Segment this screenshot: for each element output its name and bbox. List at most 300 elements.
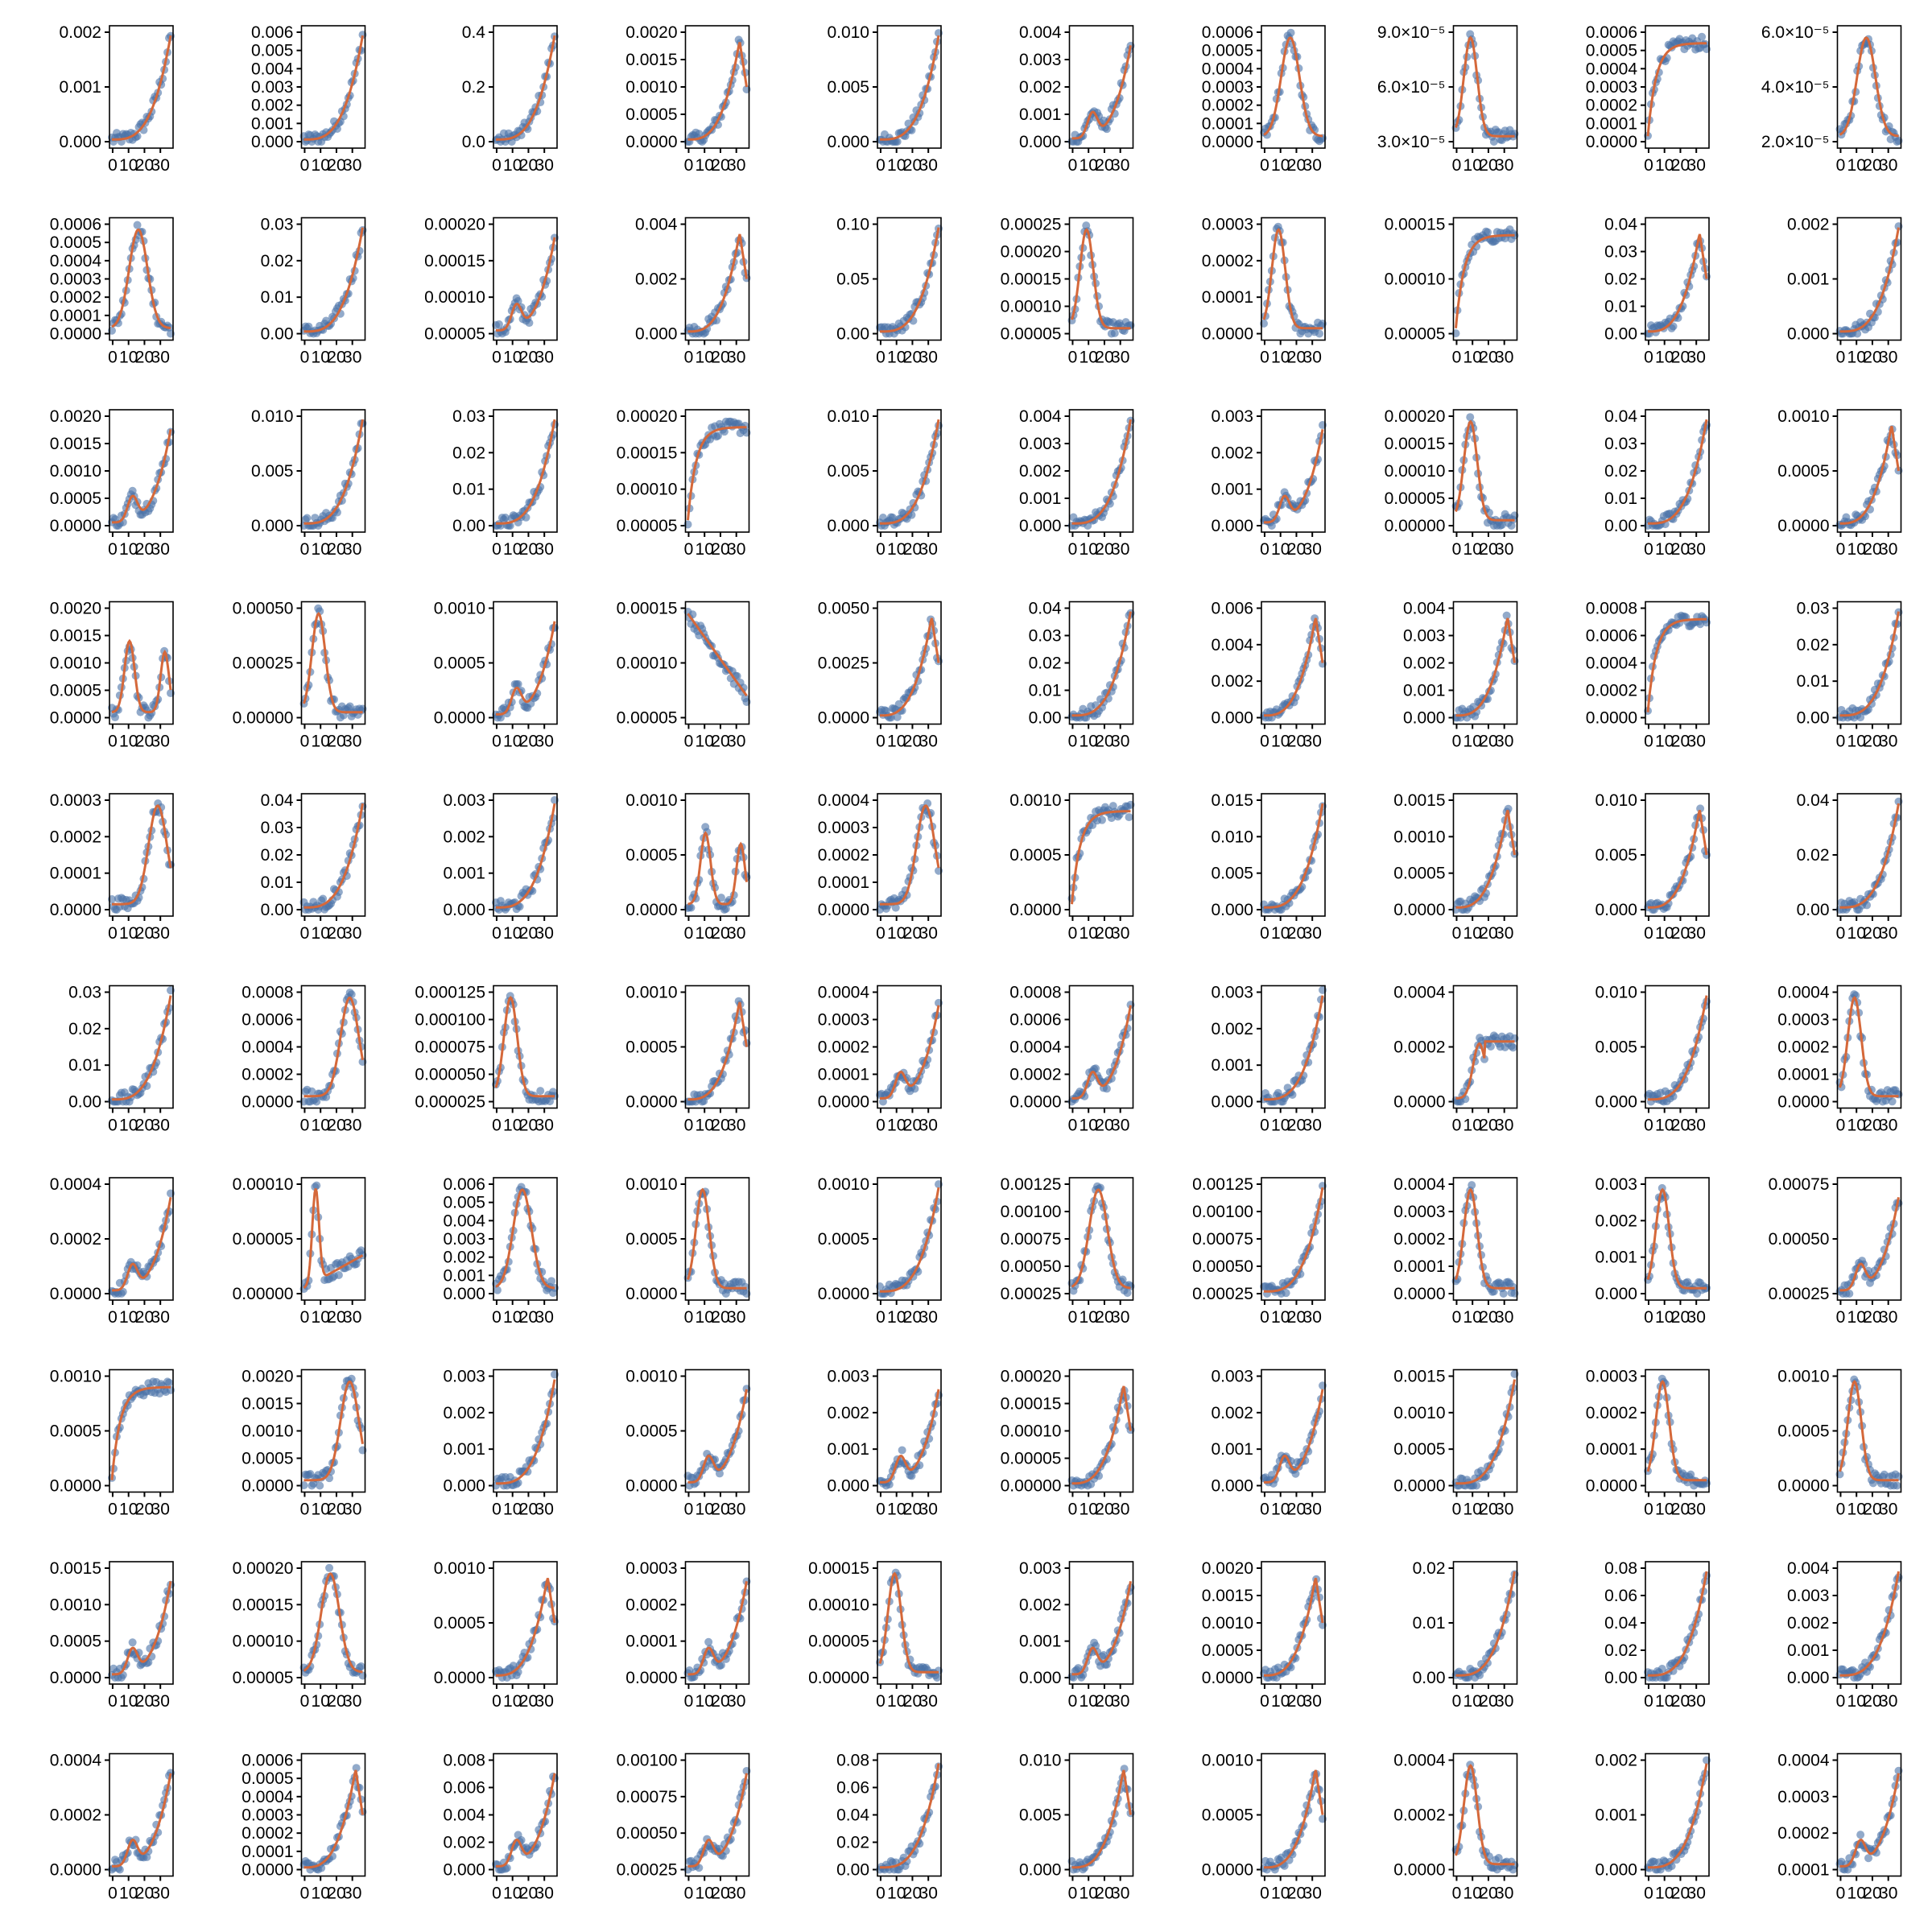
y-tick-label: 0.0004 [49,251,101,270]
x-tick-label: 30 [1111,732,1130,751]
y-tick-label: 0.000 [1211,708,1253,728]
y-tick-label: 0.00025 [232,654,294,673]
x-tick-label: 0 [1835,540,1846,559]
y-tick-label: 0.0005 [1009,846,1062,865]
y-tick-label: 0.002 [1402,654,1446,673]
x-tick-label: 30 [1302,540,1322,559]
x-tick-label: 10 [1655,540,1674,559]
subplot-79 [1586,1368,1711,1519]
x-tick-label: 10 [119,1692,138,1711]
x-tick-label: 0 [1260,1692,1269,1711]
x-tick-label: 10 [503,1308,522,1327]
x-tick-label: 30 [1686,1500,1706,1519]
subplot-42 [261,791,367,943]
x-tick-label: 30 [1495,1308,1514,1327]
x-tick-label: 10 [119,1116,138,1135]
y-tick-label: 0.0010 [1201,1614,1253,1633]
y-tick-label: 0.001 [1018,489,1062,508]
x-tick-label: 0 [1451,1500,1462,1519]
y-tick-label: 0.003 [443,1230,485,1249]
y-tick-label: 0.00005 [808,1632,869,1651]
y-tick-label: 0.0000 [1201,133,1253,151]
x-tick-label: 30 [1879,1116,1898,1135]
subplot-44 [625,791,750,943]
y-tick-label: 0.0002 [1585,1403,1637,1422]
y-tick-label: 0.0000 [49,1285,101,1303]
x-tick-label: 0 [1260,540,1269,559]
x-tick-label: 0 [1644,156,1653,175]
subplot-34 [617,600,751,751]
y-tick-label: 0.0 [461,133,485,151]
x-tick-label: 0 [1451,732,1462,751]
fit-curve [1072,45,1131,138]
subplot-31 [50,600,175,751]
y-tick-label: 0.003 [1018,435,1062,453]
x-tick-label: 30 [151,1116,170,1135]
x-tick-label: 20 [1670,1116,1690,1135]
x-tick-label: 20 [1670,156,1690,175]
x-tick-label: 10 [1079,1692,1098,1711]
y-tick-label: 0.0002 [817,1038,869,1057]
y-tick-label: 0.0008 [1585,599,1637,618]
x-tick-label: 10 [1655,1116,1674,1135]
subplot-2 [251,23,367,175]
subplot-81 [50,1559,175,1711]
x-tick-label: 0 [1451,540,1462,559]
y-tick-label: 0.0002 [1393,1038,1446,1057]
y-tick-label: 0.0001 [817,873,869,892]
x-tick-label: 30 [727,1116,746,1135]
x-tick-label: 20 [1095,540,1114,559]
y-tick-label: 0.001 [1211,1056,1253,1075]
y-tick-label: 0.00 [1796,708,1830,728]
y-tick-label: 0.0001 [817,1065,869,1084]
y-tick-label: 0.000 [1595,1285,1637,1303]
y-tick-label: 0.0000 [433,1669,485,1687]
subplot-72 [242,1368,366,1519]
y-tick-label: 0.00125 [1192,1175,1253,1194]
y-tick-label: 0.00075 [1000,1230,1062,1249]
y-tick-label: 0.002 [443,1248,485,1267]
x-tick-label: 20 [327,156,346,175]
x-tick-label: 10 [1847,732,1866,751]
y-tick-label: 0.0002 [625,1596,678,1615]
y-tick-label: 0.02 [68,1019,101,1038]
x-tick-label: 30 [1686,156,1706,175]
subplot-7 [1202,23,1327,175]
y-tick-label: 0.04 [1604,215,1637,234]
subplot-63 [443,1175,559,1327]
subplot-35 [818,600,943,751]
y-tick-label: 0.0010 [625,78,678,97]
x-tick-label: 10 [887,1116,906,1135]
y-tick-label: 0.00015 [1000,1394,1062,1414]
x-tick-label: 0 [1260,1116,1269,1135]
x-tick-label: 30 [151,1692,170,1711]
x-tick-label: 30 [1495,348,1514,367]
y-tick-label: 0.0002 [1585,681,1637,700]
y-tick-label: 0.0000 [1393,1092,1446,1112]
y-tick-label: 0.002 [59,23,101,42]
y-tick-label: 0.010 [827,407,869,426]
fit-curve [1648,619,1707,712]
subplot-62 [233,1175,367,1327]
x-tick-label: 0 [683,1500,694,1519]
y-tick-label: 0.0000 [1777,517,1830,535]
y-tick-label: 0.0003 [817,819,869,837]
x-tick-label: 20 [1670,1308,1690,1327]
subplot-51 [68,984,175,1135]
y-tick-label: 0.0004 [1009,1038,1062,1057]
x-tick-label: 0 [299,732,310,751]
x-tick-label: 0 [299,924,310,943]
x-tick-label: 30 [151,540,170,559]
y-tick-label: 0.0006 [242,1010,294,1030]
y-tick-label: 0.02 [260,846,294,865]
y-tick-label: 0.00010 [616,480,678,499]
y-tick-label: 0.0010 [1777,407,1830,426]
x-tick-label: 0 [108,348,118,367]
y-tick-label: 0.02 [1796,635,1830,654]
subplot-4 [625,23,750,175]
x-tick-label: 0 [683,348,694,367]
x-tick-label: 10 [1079,348,1098,367]
y-tick-label: 0.0005 [1777,1422,1830,1441]
x-tick-label: 0 [299,156,310,175]
x-tick-label: 10 [311,1692,330,1711]
x-tick-label: 20 [902,1500,923,1519]
y-tick-label: 0.000 [1018,517,1062,535]
x-tick-label: 0 [683,1692,694,1711]
y-tick-label: 0.00005 [232,1230,294,1249]
x-tick-label: 10 [503,732,522,751]
x-tick-label: 20 [134,540,155,559]
x-tick-label: 10 [887,1308,906,1327]
y-tick-label: 0.00010 [808,1596,869,1615]
x-tick-label: 10 [1463,540,1482,559]
data-point [536,1087,544,1095]
y-tick-label: 0.01 [1028,681,1062,700]
x-tick-label: 30 [1686,924,1706,943]
x-tick-label: 20 [1479,1116,1498,1135]
y-tick-label: 0.000 [1018,1669,1062,1687]
x-tick-label: 30 [1111,1692,1130,1711]
y-tick-label: 0.00 [1028,708,1062,728]
y-tick-label: 0.002 [1595,1212,1637,1231]
x-tick-label: 30 [151,348,170,367]
y-tick-label: 0.0005 [433,654,485,673]
y-tick-label: 0.0015 [625,51,678,69]
x-tick-label: 30 [1111,1308,1130,1327]
x-tick-label: 0 [683,1308,694,1327]
y-tick-label: 0.00005 [232,1669,294,1687]
y-tick-label: 0.00010 [424,288,485,308]
y-tick-label: 6.0×10⁻⁵ [1377,78,1446,97]
y-tick-label: 0.0003 [1585,1367,1637,1386]
y-tick-label: 0.0000 [242,1092,294,1112]
x-tick-label: 10 [503,1500,522,1519]
y-tick-label: 0.0000 [817,1092,869,1112]
y-tick-label: 0.0004 [1393,983,1446,1002]
x-tick-label: 20 [902,732,923,751]
y-tick-label: 0.0000 [817,708,869,728]
x-tick-label: 20 [1095,732,1114,751]
subplot-26 [1019,407,1135,559]
x-tick-label: 10 [1463,732,1482,751]
subplot-21 [50,407,175,559]
y-tick-label: 0.0003 [1201,78,1253,97]
y-tick-label: 0.0002 [1393,1230,1446,1249]
subplot-77 [1211,1368,1327,1519]
fit-curve [112,1387,171,1480]
x-tick-label: 30 [343,1500,362,1519]
y-tick-label: 0.00015 [1384,215,1446,234]
x-tick-label: 0 [683,1116,694,1135]
x-tick-label: 20 [327,540,346,559]
data-point [1509,1043,1517,1051]
x-tick-label: 10 [1271,540,1290,559]
y-tick-label: 0.00010 [1000,1422,1062,1441]
y-tick-label: 0.0000 [625,1669,678,1687]
x-tick-label: 10 [1079,1308,1098,1327]
fit-curve [688,1581,747,1674]
x-tick-label: 20 [1095,924,1114,943]
y-tick-label: 0.005 [1595,846,1637,865]
x-tick-label: 30 [535,924,554,943]
x-tick-label: 30 [535,732,554,751]
y-tick-label: 0.0005 [625,1230,678,1249]
x-tick-label: 20 [1095,1692,1114,1711]
y-tick-label: 0.002 [1018,462,1062,481]
subplot-20 [1787,216,1903,367]
y-tick-label: 0.000 [443,1285,485,1303]
y-tick-label: 0.00 [260,901,294,919]
y-tick-label: 0.003 [1211,983,1253,1002]
y-tick-label: 0.003 [1211,1367,1253,1386]
y-tick-label: 0.0005 [433,1614,485,1633]
x-tick-label: 20 [518,1308,539,1327]
x-tick-label: 0 [299,540,310,559]
y-tick-label: 0.02 [1604,270,1637,289]
subplot-37 [1211,600,1327,751]
y-tick-label: 0.001 [1211,480,1253,499]
x-tick-label: 10 [1655,924,1674,943]
y-tick-label: 0.01 [68,1056,101,1075]
x-tick-label: 0 [1067,1500,1078,1519]
x-tick-label: 10 [1847,1116,1866,1135]
x-tick-label: 10 [1271,1308,1290,1327]
y-tick-label: 0.0004 [817,983,869,1002]
y-tick-label: 0.00015 [232,1596,294,1615]
x-tick-label: 20 [711,924,730,943]
x-tick-label: 10 [887,348,906,367]
x-tick-label: 20 [518,732,539,751]
x-tick-label: 20 [327,1500,346,1519]
x-tick-label: 30 [1302,1692,1322,1711]
x-tick-label: 20 [711,1500,730,1519]
x-tick-label: 30 [1686,1116,1706,1135]
x-tick-label: 30 [1302,1308,1322,1327]
x-tick-label: 20 [1479,540,1498,559]
y-tick-label: 0.0005 [817,1230,869,1249]
subplot-53 [415,984,559,1135]
subplot-86 [1019,1559,1135,1711]
x-tick-label: 30 [535,540,554,559]
y-tick-label: 0.006 [443,1175,485,1194]
x-tick-label: 20 [902,1692,923,1711]
y-tick-label: 0.002 [1211,1403,1253,1422]
x-tick-label: 0 [1067,348,1078,367]
x-tick-label: 20 [902,924,923,943]
y-tick-label: 0.0000 [49,901,101,919]
x-tick-label: 30 [727,540,746,559]
y-tick-label: 0.005 [1595,1038,1637,1057]
fit-curve [1264,1187,1323,1291]
y-tick-label: 0.03 [260,215,294,234]
y-tick-label: 0.00075 [1192,1230,1253,1249]
x-tick-label: 30 [1686,732,1706,751]
subplot-47 [1211,791,1327,943]
data-point [165,1379,173,1387]
y-tick-label: 0.0010 [625,983,678,1002]
data-point [111,713,119,721]
y-tick-label: 9.0×10⁻⁵ [1377,23,1446,42]
y-tick-label: 0.02 [260,251,294,270]
subplot-52 [242,984,366,1135]
y-tick-label: 0.0010 [49,1596,101,1615]
x-tick-label: 10 [887,540,906,559]
y-tick-label: 0.00015 [616,599,678,618]
y-tick-label: 0.0001 [1777,1065,1830,1084]
y-tick-label: 0.0003 [625,1559,678,1578]
subplot-56 [1009,984,1134,1135]
y-tick-label: 0.0000 [625,1285,678,1303]
x-tick-label: 30 [727,1308,746,1327]
y-tick-label: 0.00005 [424,324,485,344]
y-tick-label: 0.000025 [415,1092,485,1112]
x-tick-label: 20 [134,1116,155,1135]
subplot-70 [1769,1175,1903,1327]
x-tick-label: 30 [1495,1692,1514,1711]
x-tick-label: 0 [1644,1116,1653,1135]
y-tick-label: 0.0000 [49,1476,101,1496]
y-tick-label: 0.000 [1595,901,1637,919]
y-tick-label: 0.0005 [49,489,101,508]
data-point [1500,1290,1508,1298]
subplot-80 [1777,1368,1902,1519]
x-tick-label: 30 [1111,924,1130,943]
y-tick-label: 0.0005 [625,846,678,865]
y-tick-label: 0.0006 [1585,626,1637,646]
data-point [1893,1482,1901,1490]
subplot-11 [50,216,175,367]
x-tick-label: 0 [1644,540,1653,559]
subplot-88 [1413,1559,1519,1711]
y-tick-label: 0.0002 [1201,96,1253,115]
y-tick-label: 0.000 [1211,901,1253,919]
x-tick-label: 20 [1286,1500,1307,1519]
y-tick-label: 0.0001 [1201,114,1253,134]
y-tick-label: 0.0005 [1777,462,1830,481]
y-tick-label: 0.002 [1211,672,1253,691]
subplot-76 [1001,1368,1135,1519]
x-tick-label: 0 [1835,924,1846,943]
subplot-5 [827,23,943,175]
x-tick-label: 30 [919,1692,938,1711]
y-tick-label: 0.003 [1018,51,1062,69]
x-tick-label: 30 [1495,540,1514,559]
x-tick-label: 30 [343,1308,362,1327]
x-tick-label: 20 [518,1500,539,1519]
x-tick-label: 10 [695,732,714,751]
y-tick-label: 0.04 [1028,599,1062,618]
y-tick-label: 0.0000 [1585,133,1637,151]
x-tick-label: 10 [1655,348,1674,367]
y-tick-label: 0.00010 [1384,270,1446,289]
y-tick-label: 0.0001 [1201,288,1253,308]
x-tick-label: 10 [1847,924,1866,943]
x-tick-label: 30 [1495,1500,1514,1519]
x-tick-label: 30 [343,1116,362,1135]
y-tick-label: 0.0020 [1201,1559,1253,1578]
subplot-67 [1192,1175,1327,1327]
data-point [493,1286,502,1294]
subplot-17 [1202,216,1327,367]
x-tick-label: 10 [1463,156,1482,175]
x-tick-label: 30 [1686,540,1706,559]
x-tick-label: 0 [1644,1308,1653,1327]
y-tick-label: 0.00015 [1384,435,1446,453]
data-point [129,1638,137,1646]
x-tick-label: 0 [1067,732,1078,751]
y-tick-label: 0.000 [1786,324,1830,344]
x-tick-label: 0 [299,1308,310,1327]
fit-curve [304,997,363,1096]
x-tick-label: 30 [1495,1116,1514,1135]
x-tick-label: 0 [1067,1116,1078,1135]
subplot-1 [59,23,175,175]
y-tick-label: 0.003 [1211,407,1253,426]
x-tick-label: 30 [919,156,938,175]
data-point [1125,813,1133,821]
x-tick-label: 20 [518,348,539,367]
subplot-24 [617,407,751,559]
x-tick-label: 30 [343,1692,362,1711]
subplot-84 [625,1559,750,1711]
y-tick-label: 0.0002 [49,828,101,847]
x-tick-label: 30 [919,1500,938,1519]
subplot-38 [1403,600,1519,751]
fit-curve [688,613,747,696]
y-tick-label: 0.002 [443,1403,485,1422]
x-tick-label: 30 [1302,1116,1322,1135]
x-tick-label: 30 [1879,1500,1898,1519]
y-tick-label: 0.005 [1211,864,1253,883]
y-tick-label: 0.0005 [625,105,678,124]
x-tick-label: 20 [1286,924,1307,943]
x-tick-label: 0 [492,540,502,559]
x-tick-label: 10 [1463,1692,1482,1711]
y-tick-label: 0.00010 [232,1632,294,1651]
x-tick-label: 20 [327,1308,346,1327]
x-tick-label: 10 [1079,732,1098,751]
x-tick-label: 0 [683,924,694,943]
y-tick-label: 0.0004 [1393,1175,1446,1194]
x-tick-label: 20 [902,1308,923,1327]
x-tick-label: 10 [311,1308,330,1327]
y-tick-label: 0.002 [1211,1019,1253,1038]
y-tick-label: 0.000 [1402,708,1446,728]
